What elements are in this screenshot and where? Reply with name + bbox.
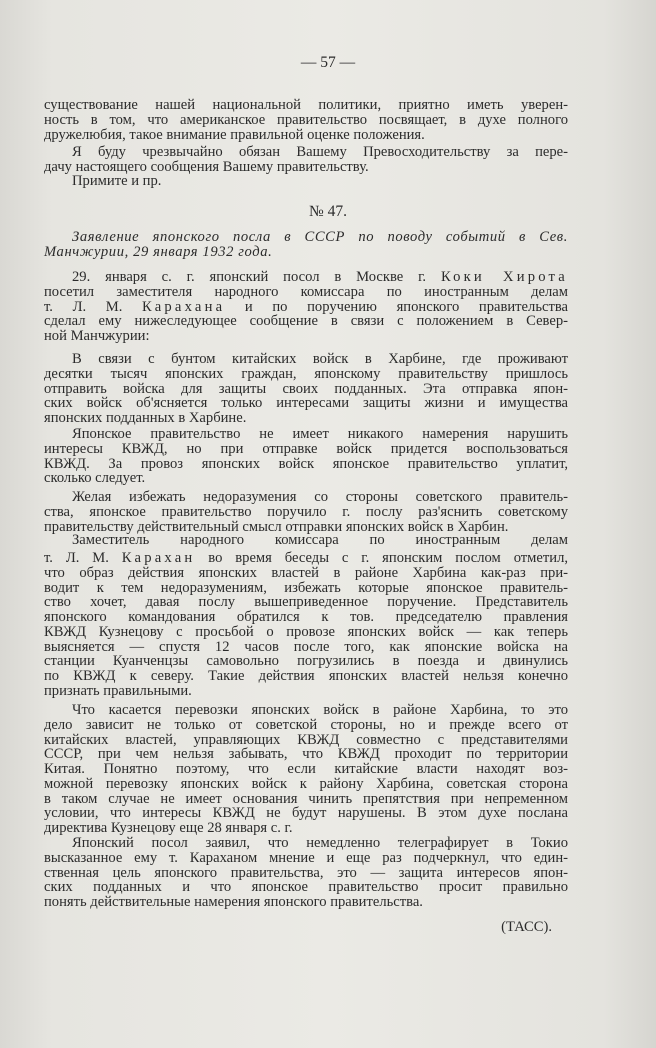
spaced-name: Коки Хирота: [440, 269, 568, 285]
source-attribution: (ТАСС).: [501, 919, 552, 935]
text-line: интересы КВЖД, но при отправке войск придется воспользоваться: [44, 440, 568, 457]
text-line: ство хочет, давая послу вышеприведенное поручение. Представитель: [44, 594, 568, 611]
text-line: дружелюбия, такое внимание правильной оценке положения.: [44, 126, 425, 143]
text-line: Японское правительство не имеет никакого намерения нарушить: [72, 426, 568, 442]
text-line: десятки тысяч японских граждан, японскому правительству пришлось: [44, 365, 568, 382]
text-line: в таком случае не имеет основания чинить препятствия при непременном: [44, 790, 568, 807]
text-line: что образ действия японских властей в районе Харбина как-раз при-: [44, 564, 568, 581]
text-line: высказанное ему т. Караханом мнение и еще раз подчеркнул, что един-: [44, 849, 568, 866]
text-line: СССР, при чем нельзя забывать, что КВЖД проходит по территории: [44, 746, 568, 763]
text-line: КВЖД. За провоз японских войск японское правительство уплатит,: [44, 455, 568, 472]
text-line: дачу настоящего сообщения Вашему правительству.: [44, 158, 369, 175]
text-line: ства, японское правительство поручило г. послу раз'яснить советскому: [44, 503, 568, 520]
text-line: Я буду чрезвычайно обязан Вашему Превосходительству за пере-: [72, 144, 568, 160]
text-line: директива Кузнецову еще 28 января с. г.: [44, 820, 293, 836]
text-line: Японский посол заявил, что немедленно телеграфирует в Токио: [72, 835, 568, 851]
text-segment: т. Л. М.: [44, 550, 122, 566]
text-line: сделал ему нижеследующее сообщение в связи с положением в Север-: [44, 313, 568, 330]
text-line: условии, что интересы КВЖД не будут нарушены. В этом духе послана: [44, 805, 568, 822]
spaced-name: Карахана: [142, 298, 226, 315]
text-line: понять действительные намерения японского правительства.: [44, 894, 423, 910]
text-line: существование нашей национальной политики, приятно иметь уверен-: [44, 97, 568, 113]
text-line: дело зависит не только от советской стороны, но и прежде всего от: [44, 716, 568, 733]
document-number: № 47.: [308, 203, 348, 220]
text-segment: и по поручению японского правительства: [225, 298, 568, 315]
text-line: признать правильными.: [44, 682, 192, 699]
page-number: — 57 —: [300, 54, 356, 71]
text-line: по КВЖД к северу. Такие действия японских властей нельзя конечно: [44, 668, 568, 684]
text-line: японских подданных в Харбине.: [44, 410, 247, 426]
text-line: Китая. Понятно поэтому, что если китайские власти находят воз-: [44, 761, 568, 777]
text-line: станции Куанченцзы самовольно погрузились в поезда и двинулись: [44, 653, 568, 670]
text-line: японского командования обратился к тов. председателю правления: [44, 609, 568, 625]
text-line: водит к тем недоразумениям, избежать которые японское правитель-: [44, 579, 568, 596]
text-segment: во время беседы с г. японским послом отметил,: [195, 550, 569, 566]
text-line: В связи с бунтом китайских войск в Харбине, где проживают: [72, 351, 568, 367]
text-line: правительству действительный смысл отправки японских войск в Харбин.: [44, 518, 509, 535]
document-title-line: Манчжурии, 29 января 1932 года.: [44, 243, 273, 260]
text-line: КВЖД Кузнецову с просьбой о провозе японских войск — как теперь: [44, 623, 568, 640]
text-line: Что касается перевозки японских войск в районе Харбина, то это: [72, 702, 568, 718]
text-line: китайских властей, управляющих КВЖД совместно с представителями: [44, 731, 568, 748]
spaced-name: Карахан: [121, 550, 196, 566]
text-line: Заместитель народного комиссара по иностранным делам: [72, 532, 568, 548]
text-line: ность в том, что американское правительство посвящает, в духе полного: [44, 111, 568, 128]
text-line: Примите и пр.: [72, 173, 162, 189]
text-line: ной Манчжурии:: [44, 328, 150, 344]
text-segment: 29. января с. г. японский посол в Москве г.: [72, 269, 441, 285]
text-line: посетил заместителя народного комиссара по иностранным делам: [44, 283, 568, 300]
text-line: сколько следует.: [44, 470, 146, 487]
text-line: [44, 299, 568, 315]
text-line: ственная цель японского правительства, это — защита интересов япон-: [44, 864, 568, 881]
text-line: выясняется — спустя 12 часов после того, как японские войска на: [44, 638, 568, 655]
text-line: ских подданных и что японское правительство просит правильно: [44, 879, 568, 896]
text-segment: т. Л. М.: [44, 298, 143, 315]
text-line: Желая избежать недоразумения со стороны советского правитель-: [72, 489, 568, 505]
text-line: ских войск об'ясняется только интересами защиты жизни и имущества: [44, 395, 568, 412]
text-line: [44, 550, 568, 566]
document-title-line: Заявление японского посла в СССР по поводу событий в Сев.: [72, 229, 568, 245]
text-line: отправить войска для защиты своих подданных. Эта отправка япон-: [44, 380, 568, 397]
text-line: можной перевозку японских войск к району Харбина, советская сторона: [44, 775, 568, 792]
text-line: [72, 269, 568, 285]
